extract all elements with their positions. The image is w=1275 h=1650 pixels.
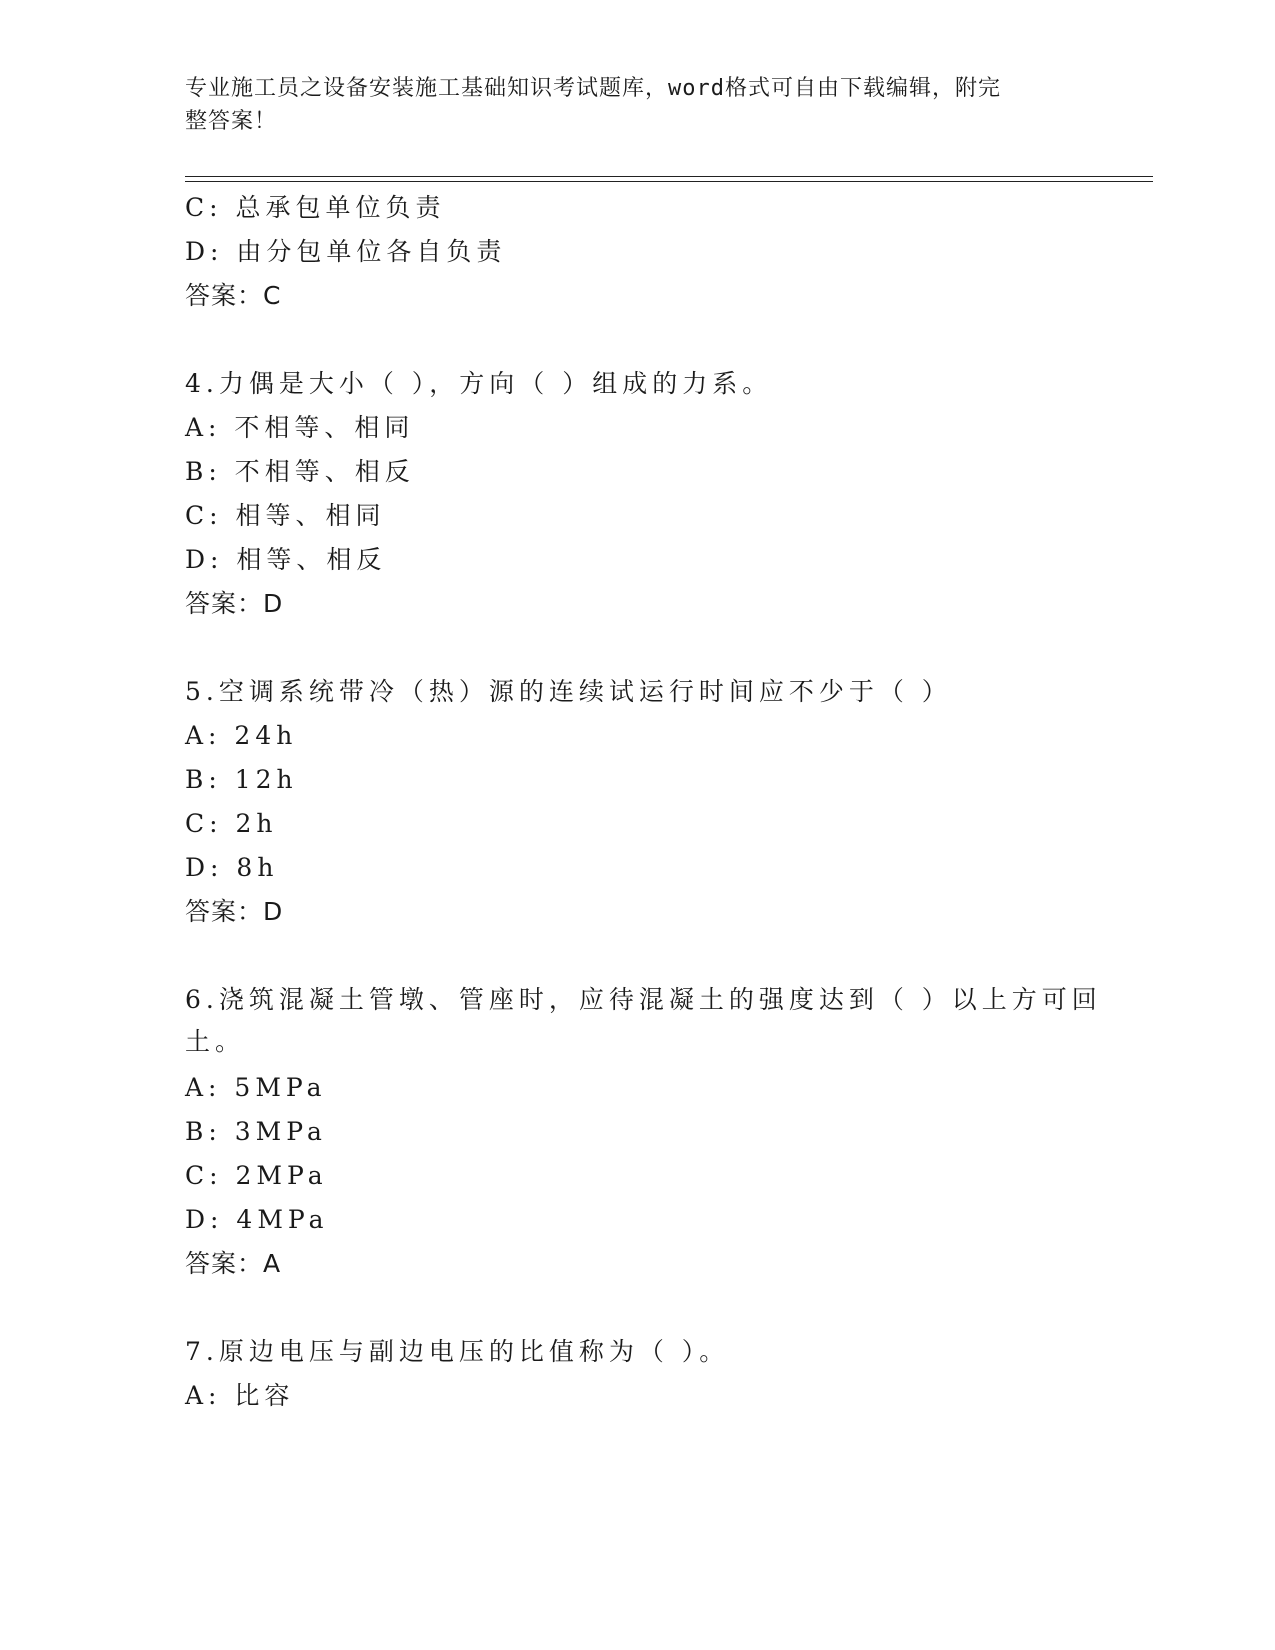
q6-option-c: C: 2MPa — [185, 1161, 328, 1190]
header-divider-bottom — [185, 181, 1153, 182]
q6-option-d: D: 4MPa — [185, 1205, 329, 1234]
q5-option-a: A: 24h — [185, 721, 298, 750]
q4-answer: 答案：D — [185, 589, 284, 618]
q7-stem: 7.原边电压与副边电压的比值称为（ ）。 — [185, 1337, 730, 1366]
q4-stem: 4.力偶是大小（ ），方向（ ）组成的力系。 — [185, 369, 773, 398]
header-line-2: 整答案！ — [185, 109, 278, 134]
prev-answer: 答案：C — [185, 281, 282, 310]
q5-option-c: C: 2h — [185, 809, 278, 838]
q6-stem-line-2: 土。 — [185, 1027, 246, 1056]
q5-stem: 5.空调系统带冷（热）源的连续试运行时间应不少于（ ） — [185, 677, 952, 706]
q4-option-c: C: 相等、相同 — [185, 501, 386, 530]
q5-answer: 答案：D — [185, 897, 284, 926]
q6-stem-line-1: 6.浇筑混凝土管墩、管座时，应待混凝土的强度达到（ ）以上方可回 — [185, 985, 1102, 1014]
prev-option-c: C: 总承包单位负责 — [185, 193, 446, 222]
q6-answer: 答案：A — [185, 1249, 282, 1278]
header-divider-top — [185, 176, 1153, 177]
q6-option-b: B: 3MPa — [185, 1117, 327, 1146]
q5-option-b: B: 12h — [185, 765, 298, 794]
q5-option-d: D: 8h — [185, 853, 279, 882]
q4-option-b: B: 不相等、相反 — [185, 457, 415, 486]
q4-option-a: A: 不相等、相同 — [185, 413, 415, 442]
q7-option-a: A: 比容 — [185, 1381, 295, 1410]
prev-option-d: D: 由分包单位各自负责 — [185, 237, 507, 266]
document-header — [185, 72, 1065, 138]
q6-option-a: A: 5MPa — [185, 1073, 327, 1102]
header-line-1: 专业施工员之设备安装施工基础知识考试题库，word格式可自由下载编辑，附完 — [185, 76, 1001, 101]
q4-option-d: D: 相等、相反 — [185, 545, 387, 574]
